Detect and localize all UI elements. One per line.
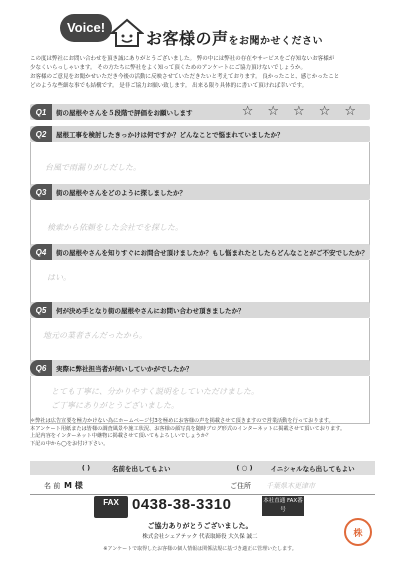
house-icon bbox=[110, 18, 144, 48]
question-text: 街の屋根やさんを知りすぐにお問合せ頂けましたか？もし悩まれたとしたらどんなことがご不安でしたか？ bbox=[56, 248, 368, 257]
company-name: 株式会社シェアテック 代表取締役 大久保 誠二 bbox=[142, 534, 258, 540]
address-value[interactable]: 千葉県木更津市 bbox=[266, 482, 315, 490]
handwritten-answer: 台風で雨漏りがしだした。 bbox=[45, 163, 141, 172]
question-number: Q4 bbox=[30, 244, 52, 260]
fax-label: 本社直通 FAX番号 bbox=[262, 496, 304, 516]
question-number: Q5 bbox=[30, 302, 52, 318]
star-icon[interactable]: ☆ bbox=[267, 104, 280, 119]
name-label: 名 前 bbox=[44, 482, 61, 490]
fax-number: 0438-38-3310 bbox=[132, 496, 232, 513]
address-label: ご住所 bbox=[230, 482, 251, 490]
initial-ok-checkbox[interactable]: ( ○ ) bbox=[236, 464, 253, 472]
question-number: Q3 bbox=[30, 184, 52, 200]
initial-ok-label: イニシャルなら出してもよい bbox=[270, 464, 355, 473]
question-text: 街の屋根やさんをどのように探しましたか？ bbox=[56, 188, 186, 197]
handwritten-answer: 検索から依頼をした会社でを探した。 bbox=[47, 223, 183, 232]
question-text: 屋根工事を検討したきっかけは何ですか？どんなことで悩まれていましたか？ bbox=[56, 130, 284, 139]
handwritten-answer: とても丁寧に、分かりやすく説明をしていただけました。 bbox=[51, 387, 259, 396]
handwritten-answer: はい。 bbox=[47, 273, 71, 282]
question-number: Q2 bbox=[30, 126, 52, 142]
star-icon[interactable]: ☆ bbox=[241, 104, 254, 119]
intro-text: この度は弊社にお問い合わせを頂き誠にありがとうございました。 弊の中には弊社の存在やサービスをご存知ないお客様が 少なくいらっしゃいます。 その方たちに弊社をよく知って頂くためのアンケートにご協力頂けないでしょうか。 お客様のご意見をお聞かせいただき今後の活動に反映させていただきたいと考えております。 良かったこと、感じかったこと どのような些細な事でも結構です。 是非ご協力お願い致します。 出来る限り具体的に書いて頂ければ幸いです。 bbox=[30, 56, 340, 89]
answer-area[interactable] bbox=[30, 376, 370, 424]
privacy-note: ※アンケートで取得したお客様の個人情報は関係法規に基づき適正に管理いたします。 bbox=[103, 546, 297, 552]
question-6 bbox=[30, 360, 370, 424]
question-4 bbox=[30, 244, 370, 310]
question-number: Q6 bbox=[30, 360, 52, 376]
name-value[interactable]: M 様 bbox=[64, 481, 83, 490]
question-number: Q1 bbox=[30, 104, 52, 120]
question-text: 実際に弊社担当者が伺いしていかがでしたか？ bbox=[56, 364, 193, 373]
page-title: お客様の声をお聞かせください bbox=[146, 29, 324, 48]
publication-notes: ＊弊社は広告宣要を極力かけない為にホームページ付3を極めにお客様の声を掲載させて頂きますので営業活動を行っております。 本アンケート用紙または皆様の調査風景や施工状況、お客様の顔写真を随時ブログ形式のインターネットに掲載させて頂いております。 上記内容をインターネット中継物に掲載させて頂いてもよろしいでしょうか？ 下記の中から◯をお付け下さい。 bbox=[30, 418, 346, 447]
company-stamp: 株 bbox=[344, 518, 372, 546]
name-ok-checkbox[interactable]: ( ) bbox=[81, 464, 91, 472]
name-permission-row bbox=[30, 461, 375, 475]
star-rating[interactable] bbox=[242, 104, 370, 120]
voice-badge: Voice! bbox=[60, 14, 112, 42]
handwritten-answer-line-2: ご丁寧にありがとうございました。 bbox=[51, 401, 179, 410]
star-icon[interactable]: ☆ bbox=[293, 104, 305, 119]
thanks-message: ご協力ありがとうございました。 bbox=[147, 522, 253, 530]
star-icon[interactable]: ☆ bbox=[344, 104, 356, 119]
name-ok-label: 名前を出してもよい bbox=[112, 464, 171, 473]
question-3 bbox=[30, 184, 370, 252]
fax-icon: FAX bbox=[94, 496, 128, 518]
handwritten-answer: 地元の業者さんだったから。 bbox=[43, 331, 147, 340]
question-5 bbox=[30, 302, 370, 368]
question-1 bbox=[30, 104, 370, 120]
question-text: 何が決め手となり街の屋根やさんにお問い合わせ頂きましたか？ bbox=[56, 306, 245, 315]
star-icon[interactable]: ☆ bbox=[318, 104, 331, 119]
name-field bbox=[30, 477, 375, 495]
question-2 bbox=[30, 126, 370, 192]
question-text: 街の屋根やさんを５段階で評価をお願いします bbox=[56, 108, 193, 117]
